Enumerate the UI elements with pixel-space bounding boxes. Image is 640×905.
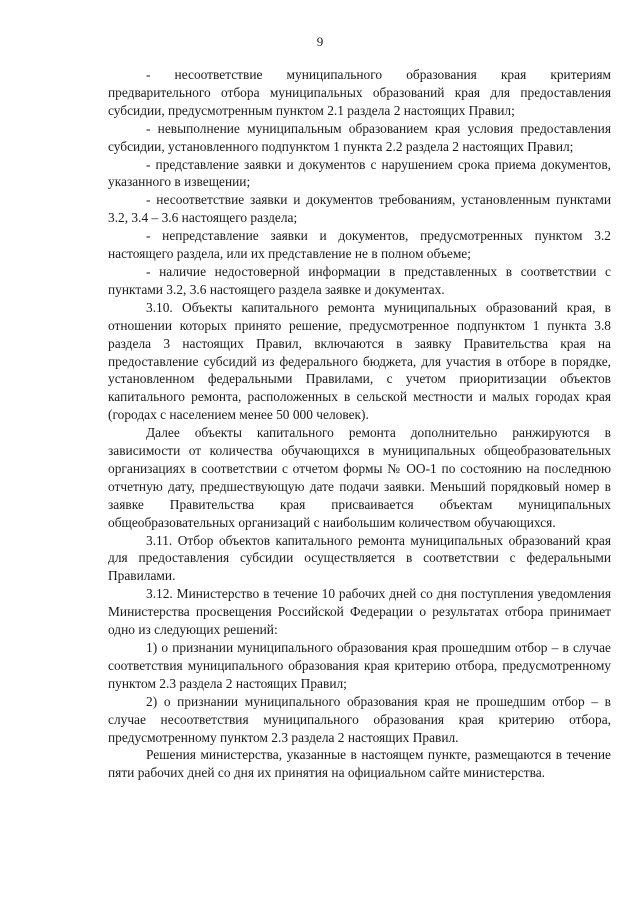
paragraph-ranking: Далее объекты капитального ремонта дополнительно ранжируются в зависимости от количества обучающихся в муниципальных общеобразовательных организациях в соответствии с отчетом формы № ОО-1 по состоянию на последнюю отчетную дату, предшествующую дате подачи заявки. Меньший порядковый номер в заявке Правительства края присваивается объектам муниципальных общеобразовательных организаций с наибольшим количеством обучающихся.	[108, 425, 611, 530]
paragraph-decision-failed: 2) о признании муниципального образования края не прошедшим отбор – в случае несоответствия муниципального образования края критерию отбора, предусмотренному пунктом 2.3 раздела 2 настоящих Правил.	[108, 693, 611, 745]
page-number: 9	[316, 34, 324, 49]
document-body	[108, 66, 611, 782]
paragraph-late-submission: - представление заявки и документов с нарушением срока приема документов, указанного в извещении;	[108, 156, 611, 190]
paragraph-3-11: 3.11. Отбор объектов капитального ремонта муниципальных образований края для предоставления субсидии осуществляется в соответствии с федеральными Правилами.	[108, 532, 611, 584]
paragraph-incomplete-submission: - непредставление заявки и документов, предусмотренных пунктом 3.2 настоящего раздела, или их представление не в полном объеме;	[108, 228, 611, 262]
paragraph-publication: Решения министерства, указанные в настоящем пункте, размещаются в течение пяти рабочих дней со дня их принятия на официальном сайте министерства.	[108, 747, 611, 781]
paragraph-requirements-mismatch: - несоответствие заявки и документов требованиям, установленным пунктами 3.2, 3.4 – 3.6 настоящего раздела;	[108, 192, 611, 226]
paragraph-decision-passed: 1) о признании муниципального образования края прошедшим отбор – в случае соответствия муниципального образования края критерию отбора, предусмотренному пунктом 2.3 раздела 2 настоящих Правил;	[108, 640, 611, 691]
paragraph-3-12: 3.12. Министерство в течение 10 рабочих дней со дня поступления уведомления Министерства просвещения Российской Федерации о результатах отбора принимает одно из следующих решений:	[108, 586, 611, 638]
paragraph-condition-failure: - невыполнение муниципальным образованием края условия предоставления субсидии, установленного подпунктом 1 пункта 2.2 раздела 2 настоящих Правил;	[108, 120, 611, 154]
paragraph-false-information: - наличие недостоверной информации в представленных в соответствии с пунктами 3.2, 3.6 настоящего раздела заявке и документах.	[108, 263, 611, 297]
paragraph-criteria-mismatch: - несоответствие муниципального образования края критериям предварительного отбора муниципальных образований края для предоставления субсидии, предусмотренным пунктом 2.1 раздела 2 настоящих Правил;	[108, 67, 611, 118]
paragraph-3-10: 3.10. Объекты капитального ремонта муниципальных образований края, в отношении которых принято решение, предусмотренное подпунктом 1 пункта 3.8 раздела 3 настоящих Правил, включаются в заявку Правительства края на предоставление субсидий из федерального бюджета, для участия в отборе в порядке, установленном федеральными Правилами, с учетом приоритизации объектов капитального ремонта, расположенных в сельской местности и малых городах края (городах с населением менее 50 000 человек).	[108, 299, 611, 423]
